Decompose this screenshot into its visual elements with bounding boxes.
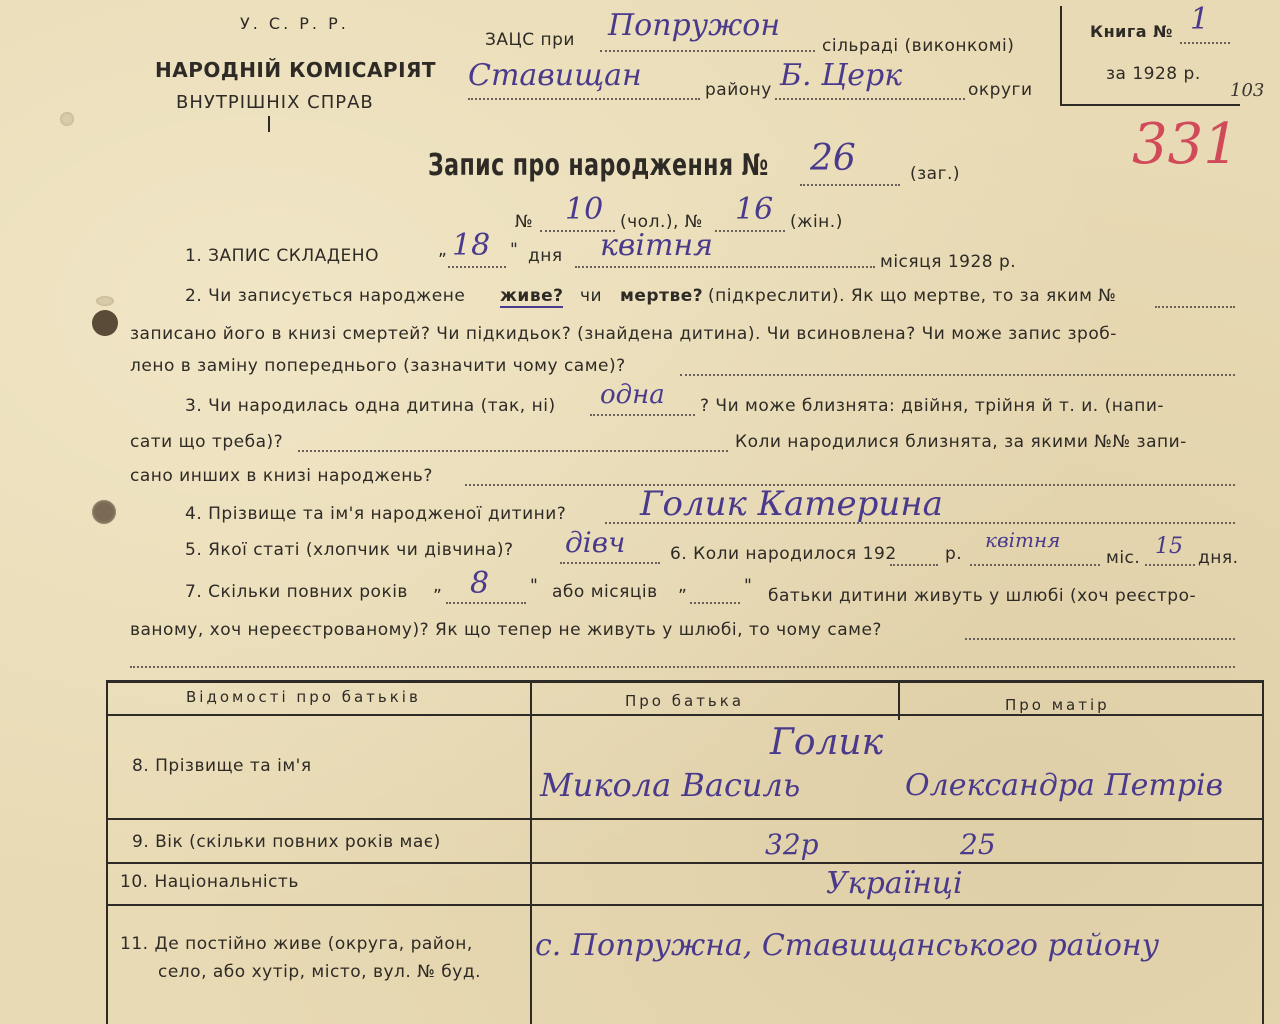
item4-name-handwritten: Голик Катерина — [640, 484, 943, 524]
female-label: (жін.) — [790, 212, 843, 232]
item2-dead: мертве? — [620, 286, 704, 306]
item3-line3: сано инших в книзі народжень? — [130, 466, 433, 486]
item6-month-label: міс. — [1106, 548, 1141, 568]
row10-label: 10. Національність — [120, 872, 299, 892]
punch-hole — [92, 500, 116, 524]
book-year: за 1928 р. — [1106, 64, 1201, 84]
item1-day-label: дня — [528, 246, 563, 266]
record-number-handwritten: 26 — [810, 138, 856, 179]
row9-label: 9. Вік (скільки повних років має) — [132, 832, 441, 852]
document-page: У. С. Р. Р. НАРОДНІЙ КОМІСАРІЯТ ВНУТРІШНІХ СПРАВ ЗАЦС при Попружон сільраді (виконкомі) Ставищан району Б. Церк округи Книга № 1 за 1928 р. 103 331 Запис про народження № 26 (заг.) № 10 (чол.), № 16 (жін.) 1. ЗАПИС СКЛАДЕНО „ 18 " дня квітня місяця 1928 р. 2. Чи записується народжене живе? чи мертве? (підкреслити). Як що мертве, то за яким № записано його в книзі смертей? Чи підкидьок? (знайдена дитина). Чи всиновлена? Чи може запис зроб- лено в заміну попереднього (зазначити чому саме)? 3. Чи народилась одна дитина (так, ні) одна ? Чи може близнята: двійня, трійня й т. и. (напи- сати що треба)? Коли народилися близнята, за якими №№ запи- сано инших в книзі народжень? 4. Прізвище та ім'я народженої дитини? Голик Катерина 5. Якої статі (хлопчик чи дівчина)? дівч 6. Коли народилося 192 р. квітня міс. 15 дня. 7. Скільки повних років „ 8 " або місяців „ " батьки дитини живуть у шлюбі (хоч реєстро- ваному, хоч нереєстрованому)? Як що тепер не живуть у шлюбі, то чому саме? Відомості про батьків Про батька Про матір 8. Прізвище та ім'я Голик Микола Василь Олександра Петрів 9. Вік (скільки повних років має) 32р 25 10. Національність Українці 11. Де постійно живе (округа, район, село, або хутір, місто, вул. № буд. с. Попружна, Ставищанського району — [0, 0, 1280, 1024]
item3-line1b: ? Чи може близнята: двійня, трійня й т. и. (напи- — [700, 396, 1165, 416]
table-header-father: Про батька — [625, 692, 745, 710]
row11-address-handwritten: с. Попружна, Ставищанського району — [535, 928, 1160, 963]
item2-or: чи — [580, 286, 603, 306]
item1-month-handwritten: квітня — [600, 228, 714, 263]
commissariat-line2: ВНУТРІШНІХ СПРАВ — [176, 92, 374, 113]
zags-suffix: сільраді (виконкомі) — [822, 36, 1015, 56]
row9-father-handwritten: 32р — [765, 828, 819, 861]
row9-mother-handwritten: 25 — [960, 828, 996, 861]
district-label: району — [705, 80, 772, 100]
item2-alive: живе? — [500, 286, 564, 306]
item5-answer-handwritten: дівч — [565, 526, 626, 559]
male-label: (чол.), № — [620, 212, 703, 232]
page-number-handwritten: 103 — [1230, 80, 1265, 101]
item3-line2b: Коли народилися близнята, за якими №№ запи- — [735, 432, 1187, 452]
district-handwritten: Ставищан — [468, 58, 642, 93]
item7-years-handwritten: 8 — [470, 566, 490, 601]
okruga-handwritten: Б. Церк — [780, 58, 903, 93]
red-number-handwritten: 331 — [1132, 112, 1239, 177]
row11-label-line2: село, або хутір, місто, вул. № буд. — [158, 962, 481, 982]
female-number-handwritten: 16 — [735, 192, 774, 227]
commissariat-line1: НАРОДНІЙ КОМІСАРІЯТ — [155, 58, 437, 82]
punch-hole — [96, 296, 114, 306]
item2-line2: записано його в книзі смертей? Чи підкидьок? (знайдена дитина). Чи всиновлена? Чи може запис зроб- — [130, 324, 1117, 344]
item7-line1b: або місяців — [552, 582, 658, 602]
item7-line1c: батьки дитини живуть у шлюбі (хоч реєстро- — [768, 586, 1197, 606]
record-title: Запис про народження № — [428, 148, 769, 183]
punch-hole — [92, 310, 118, 336]
punch-hole — [60, 112, 74, 126]
item6-day-handwritten: 15 — [1155, 534, 1183, 559]
item6-year-label: р. — [945, 544, 963, 564]
sub-no-label: № — [515, 212, 534, 232]
item2-line3: лено в заміну попереднього (зазначити чому саме)? — [130, 356, 626, 376]
book-number-handwritten: 1 — [1190, 2, 1210, 37]
item1-day-handwritten: 18 — [452, 228, 491, 263]
item7-line2: ваному, хоч нереєстрованому)? Як що тепер не живуть у шлюбі, то чому саме? — [130, 620, 882, 640]
table-header-info: Відомості про батьків — [186, 688, 421, 706]
okruga-label: округи — [968, 80, 1033, 100]
item3-answer-handwritten: одна — [600, 380, 665, 410]
zags-prefix: ЗАЦС при — [485, 30, 575, 50]
male-number-handwritten: 10 — [565, 192, 604, 227]
item2-line1a: 2. Чи записується народжене — [185, 286, 466, 306]
item6-label: 6. Коли народилося 192 — [670, 544, 897, 564]
item2-line1e: (підкреслити). Як що мертве, то за яким № — [708, 286, 1117, 306]
item5-label: 5. Якої статі (хлопчик чи дівчина)? — [185, 540, 514, 560]
table-header-mother: Про матір — [1005, 696, 1110, 714]
item6-month-handwritten: квітня — [985, 528, 1061, 552]
item4-label: 4. Прізвище та ім'я народженої дитини? — [185, 504, 567, 524]
row11-label-line1: 11. Де постійно живе (округа, район, — [120, 934, 473, 954]
item1-label: 1. ЗАПИС СКЛАДЕНО — [185, 246, 379, 266]
row8-mother-handwritten: Олександра Петрів — [905, 768, 1224, 803]
item7-line1a: 7. Скільки повних років — [185, 582, 408, 602]
item1-month-label: місяця 1928 р. — [880, 252, 1017, 272]
item3-line1a: 3. Чи народилась одна дитина (так, ні) — [185, 396, 556, 416]
republic-label: У. С. Р. Р. — [240, 14, 349, 33]
book-label: Книга № — [1090, 22, 1173, 41]
record-title-suffix: (заг.) — [910, 164, 961, 184]
row10-nationality-handwritten: Українці — [826, 866, 963, 901]
item3-line2a: сати що треба)? — [130, 432, 284, 452]
item6-day-label: дня. — [1198, 548, 1239, 568]
row8-surname-handwritten: Голик — [770, 722, 884, 763]
row8-label: 8. Прізвище та ім'я — [132, 756, 312, 776]
zags-village-handwritten: Попружон — [608, 8, 781, 43]
row8-father-handwritten: Микола Василь — [540, 766, 801, 804]
